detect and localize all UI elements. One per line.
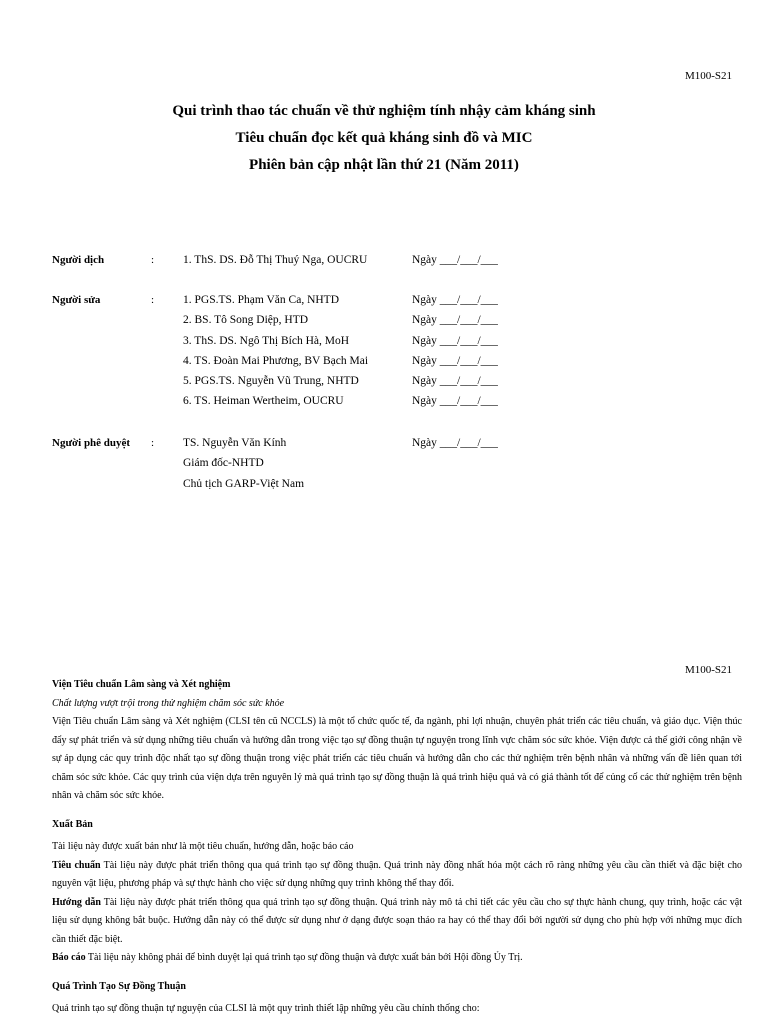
approver-name: TS. Nguyễn Văn Kính bbox=[183, 437, 287, 449]
date-field: Ngày ___/___/___ bbox=[412, 314, 498, 327]
consensus-heading: Quá Trình Tạo Sự Đồng Thuận bbox=[52, 980, 186, 992]
report-text: Tài liệu này không phải để bình duyệt lại quá trình tạo sự đồng thuận và được xuất bản bởi Hội đồng Ủy Trị. bbox=[85, 952, 523, 963]
standard-term: Tiêu chuẩn bbox=[52, 859, 101, 871]
approver-dates bbox=[412, 433, 498, 453]
date-field: Ngày ___/___/___ bbox=[412, 334, 498, 347]
publication-intro: Tài liệu này được xuất bản như là một tiêu chuẩn, hướng dẫn, hoặc báo cáo bbox=[52, 841, 354, 852]
date-field: Ngày ___/___/___ bbox=[412, 254, 498, 266]
date-field: Ngày ___/___/___ bbox=[412, 395, 498, 408]
standard-text: Tài liệu này được phát triển thông qua quá trình tạo sự đồng thuận. Quá trình này đồng nhất hóa một cách rõ ràng những yêu cầu cần thiết và đặc biệt cho nguyên vật liệu, phương pháp và sự thực hành cho việc sử dụng những quy trình không thể thay đổi. bbox=[52, 859, 742, 889]
guideline-term: Hướng dẫn bbox=[52, 896, 101, 908]
institute-body: Viện Tiêu chuẩn Lâm sàng và Xét nghiệm (CLSI tên cũ NCCLS) là một tổ chức quốc tế, đa ngành, phi lợi nhuận, chuyên phát triển các tiêu chuẩn, và giáo dục. Viện thúc đẩy sự phát triển và sử dụng những tiêu chuẩn và hướng dẫn trong việc tạo sự đồng thuận tự nguyện trong lĩnh vực chăm sóc sức khỏe. Viện được cả thế giới công nhận về sự áp dụng các quy trình độc nhất tạo sự đồng thuận trong việc phát triển các tiêu chuẩn và hướng dẫn cho các thử nghiệm trên bệnh nhân và những vấn đề liên quan tới chăm sóc sức khỏe. Các quy trình của viện dựa trên nguyên lý mà quá trình tạo sự đồng thuận là quá trình hiệu quả và có giá thành tốt để củng cố các thử nghiệm trên bệnh nhân và chăm sóc sức khỏe. bbox=[52, 716, 742, 801]
standard-paragraph bbox=[52, 857, 742, 894]
consensus-body: Quá trình tạo sự đồng thuận tự nguyện của CLSI là một quy trình thiết lập những yêu cầu chính thống cho: bbox=[52, 1003, 480, 1014]
reviser-colon: : bbox=[151, 294, 155, 306]
approver-title: Giám đốc-NHTD bbox=[183, 457, 264, 470]
approver-row bbox=[0, 433, 768, 563]
date-field: Ngày ___/___/___ bbox=[412, 294, 498, 306]
report-term: Báo cáo bbox=[52, 952, 86, 963]
translator-name: 1. ThS. DS. Đỗ Thị Thuý Nga, OUCRU bbox=[183, 254, 368, 266]
document-number-page-2: M100-S21 bbox=[684, 664, 732, 676]
institute-heading: Viện Tiêu chuẩn Lâm sàng và Xét nghiệm bbox=[52, 679, 231, 690]
institute-section bbox=[52, 676, 742, 1019]
reviser-name: 1. PGS.TS. Phạm Văn Ca, NHTD bbox=[183, 294, 340, 306]
reviser-name: 5. PGS.TS. Nguyễn Vũ Trung, NHTD bbox=[183, 375, 359, 388]
approver-names bbox=[183, 433, 304, 494]
title-line-1: Qui trình thao tác chuẩn về thử nghiệm tính nhậy cảm kháng sinh bbox=[172, 103, 596, 119]
translator-dates bbox=[412, 250, 498, 270]
reviser-dates bbox=[412, 290, 498, 412]
date-field: Ngày ___/___/___ bbox=[412, 437, 498, 449]
reviser-name: 4. TS. Đoàn Mai Phương, BV Bạch Mai bbox=[183, 354, 369, 367]
translator-names bbox=[183, 250, 367, 270]
title-block bbox=[0, 98, 768, 179]
reviser-name: 2. BS. Tô Song Diệp, HTD bbox=[183, 314, 309, 327]
publication-heading: Xuất Bản bbox=[52, 818, 93, 830]
report-paragraph bbox=[52, 949, 742, 968]
translator-colon: : bbox=[151, 254, 155, 266]
reviser-name: 3. ThS. DS. Ngô Thị Bích Hà, MoH bbox=[183, 334, 350, 347]
approver-label: Người phê duyệt bbox=[52, 437, 131, 449]
title-line-3: Phiên bản cập nhật lần thứ 21 (Năm 2011) bbox=[249, 157, 519, 173]
reviser-row bbox=[0, 290, 768, 420]
approver-title: Chủ tịch GARP-Việt Nam bbox=[183, 477, 305, 490]
guideline-paragraph bbox=[52, 894, 742, 950]
reviser-names bbox=[183, 290, 368, 412]
title-line-2: Tiêu chuẩn đọc kết quả kháng sinh đồ và MIC bbox=[235, 130, 533, 146]
reviser-label: Người sửa bbox=[52, 294, 101, 306]
institute-tagline: Chất lượng vượt trội trong thử nghiệm chăm sóc sức khỏe bbox=[52, 697, 285, 709]
translator-label: Người dịch bbox=[52, 254, 105, 266]
approver-colon: : bbox=[151, 437, 155, 449]
document-number: M100-S21 bbox=[684, 70, 732, 82]
guideline-text: Tài liệu này được phát triển thông qua quá trình tạo sự đồng thuận. Quá trình này mô tả chi tiết các yêu cầu cho sự thực hành chung, quy trình, hoặc các vật liệu sử dụng không bắt buộc. Hướng dẫn này có thể được sử dụng như ở dạng được soạn thảo ra hay có thể thay đổi bởi người sử dụng cho phù hợp với những mục đích cần thiết đặc biệt. bbox=[52, 896, 742, 945]
date-field: Ngày ___/___/___ bbox=[412, 354, 498, 367]
reviser-name: 6. TS. Heiman Wertheim, OUCRU bbox=[183, 395, 344, 408]
date-field: Ngày ___/___/___ bbox=[412, 375, 498, 388]
